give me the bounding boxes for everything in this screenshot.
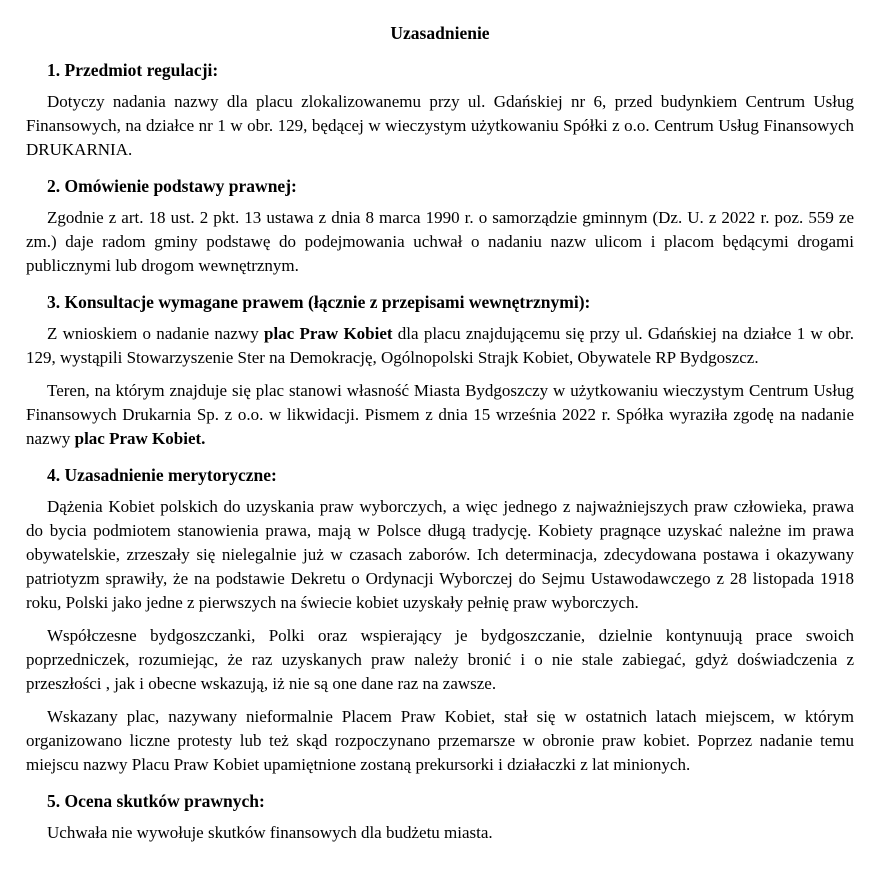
- paragraph: [26, 90, 854, 162]
- paragraph: [26, 206, 854, 278]
- paragraph: [26, 495, 854, 615]
- paragraph: [26, 624, 854, 696]
- section-heading-konsultacje-wymagane-prawem: 3. Konsultacje wymagane prawem (łącznie z przepisami wewnętrznymi):: [47, 292, 591, 312]
- text-run: dla placu znajdującemu się przy ul. Gdańskiej na działce 1 w obr. 129, wystąpili Stowarzyszenie Ster na Demokrację, Ogólnopolski Strajk Kobiet, Obywatele RP Bydgoszcz.: [26, 324, 854, 367]
- text-run: Wskazany plac, nazywany nieformalnie Placem Praw Kobiet, stał się w ostatnich latach miejscem, w którym organizowano liczne protesty lub też skąd rozpoczynano przemarsze w obronie praw kobiet. Poprzez nadanie temu miejscu nazwy Placu Praw Kobiet upamiętnione zostaną prekursorki i działaczki z lat minionych.: [26, 707, 854, 774]
- section-heading-przedmiot-regulacji: 1. Przedmiot regulacji:: [47, 60, 219, 80]
- section-heading-uzasadnienie-merytoryczne: 4. Uzasadnienie merytoryczne:: [47, 465, 277, 485]
- text-run: Teren, na którym znajduje się plac stanowi własność Miasta Bydgoszczy w użytkowaniu wieczystym Centrum Usług Finansowych Drukarnia Sp. z o.o. w likwidacji. Pismem z dnia 15 września 2022 r. Spółka wyraziła zgodę na nadanie nazwy: [26, 381, 854, 448]
- bold-text-run: plac Praw Kobiet: [264, 324, 393, 343]
- text-run: Współczesne bydgoszczanki, Polki oraz wspierający je bydgoszczanie, dzielnie kontynuują prace swoich poprzedniczek, rozumiejąc, że raz uzyskanych praw należy bronić i o nie stale zabiegać, gdyż doświadczenia z przeszłości , jak i obecne wskazują, iż nie są one dane raz na zawsze.: [26, 626, 854, 693]
- text-run: Dążenia Kobiet polskich do uzyskania praw wyborczych, a więc jednego z najważniejszych praw człowieka, prawa do bycia podmiotem stanowienia prawa, mają w Polsce długą tradycję. Kobiety pragnące uzyskać należne im prawa obywatelskie, zrzeszały się nielegalnie już w czasach zaborów. Ich determinacja, zdecydowana postawa i okazywany patriotyzm sprawiły, że na podstawie Dekretu o Ordynacji Wyborczej do Sejmu Ustawodawczego z 28 listopada 1918 roku, Polski jako jedne z pierwszych na świecie kobiet uzyskały pełnię praw wyborczych.: [26, 497, 854, 612]
- bold-text-run: plac Praw Kobiet.: [74, 429, 206, 448]
- paragraph: [26, 379, 854, 451]
- paragraph: [26, 821, 854, 845]
- paragraph: [26, 322, 854, 370]
- page-title: Uzasadnienie: [390, 23, 490, 43]
- paragraph: [26, 705, 854, 777]
- text-run: Zgodnie z art. 18 ust. 2 pkt. 13 ustawa z dnia 8 marca 1990 r. o samorządzie gminnym (Dz. U. z 2022 r. poz. 559 ze zm.) daje radom gminy podstawę do podejmowania uchwał o nadaniu nazw ulicom i placom będącymi drogami publicznymi lub drogom wewnętrznym.: [26, 208, 854, 275]
- text-run: Uchwała nie wywołuje skutków finansowych dla budżetu miasta.: [47, 823, 493, 842]
- text-run: Dotyczy nadania nazwy dla placu zlokalizowanemu przy ul. Gdańskiej nr 6, przed budynkiem Centrum Usług Finansowych, na działce nr 1 w obr. 129, będącej w wieczystym użytkowaniu Spółki z o.o. Centrum Usług Finansowych DRUKARNIA.: [26, 92, 854, 159]
- section-heading-omowienie-podstawy-prawnej: 2. Omówienie podstawy prawnej:: [47, 176, 297, 196]
- text-run: Z wnioskiem o nadanie nazwy: [47, 324, 264, 343]
- section-heading-ocena-skutkow-prawnych: 5. Ocena skutków prawnych:: [47, 791, 265, 811]
